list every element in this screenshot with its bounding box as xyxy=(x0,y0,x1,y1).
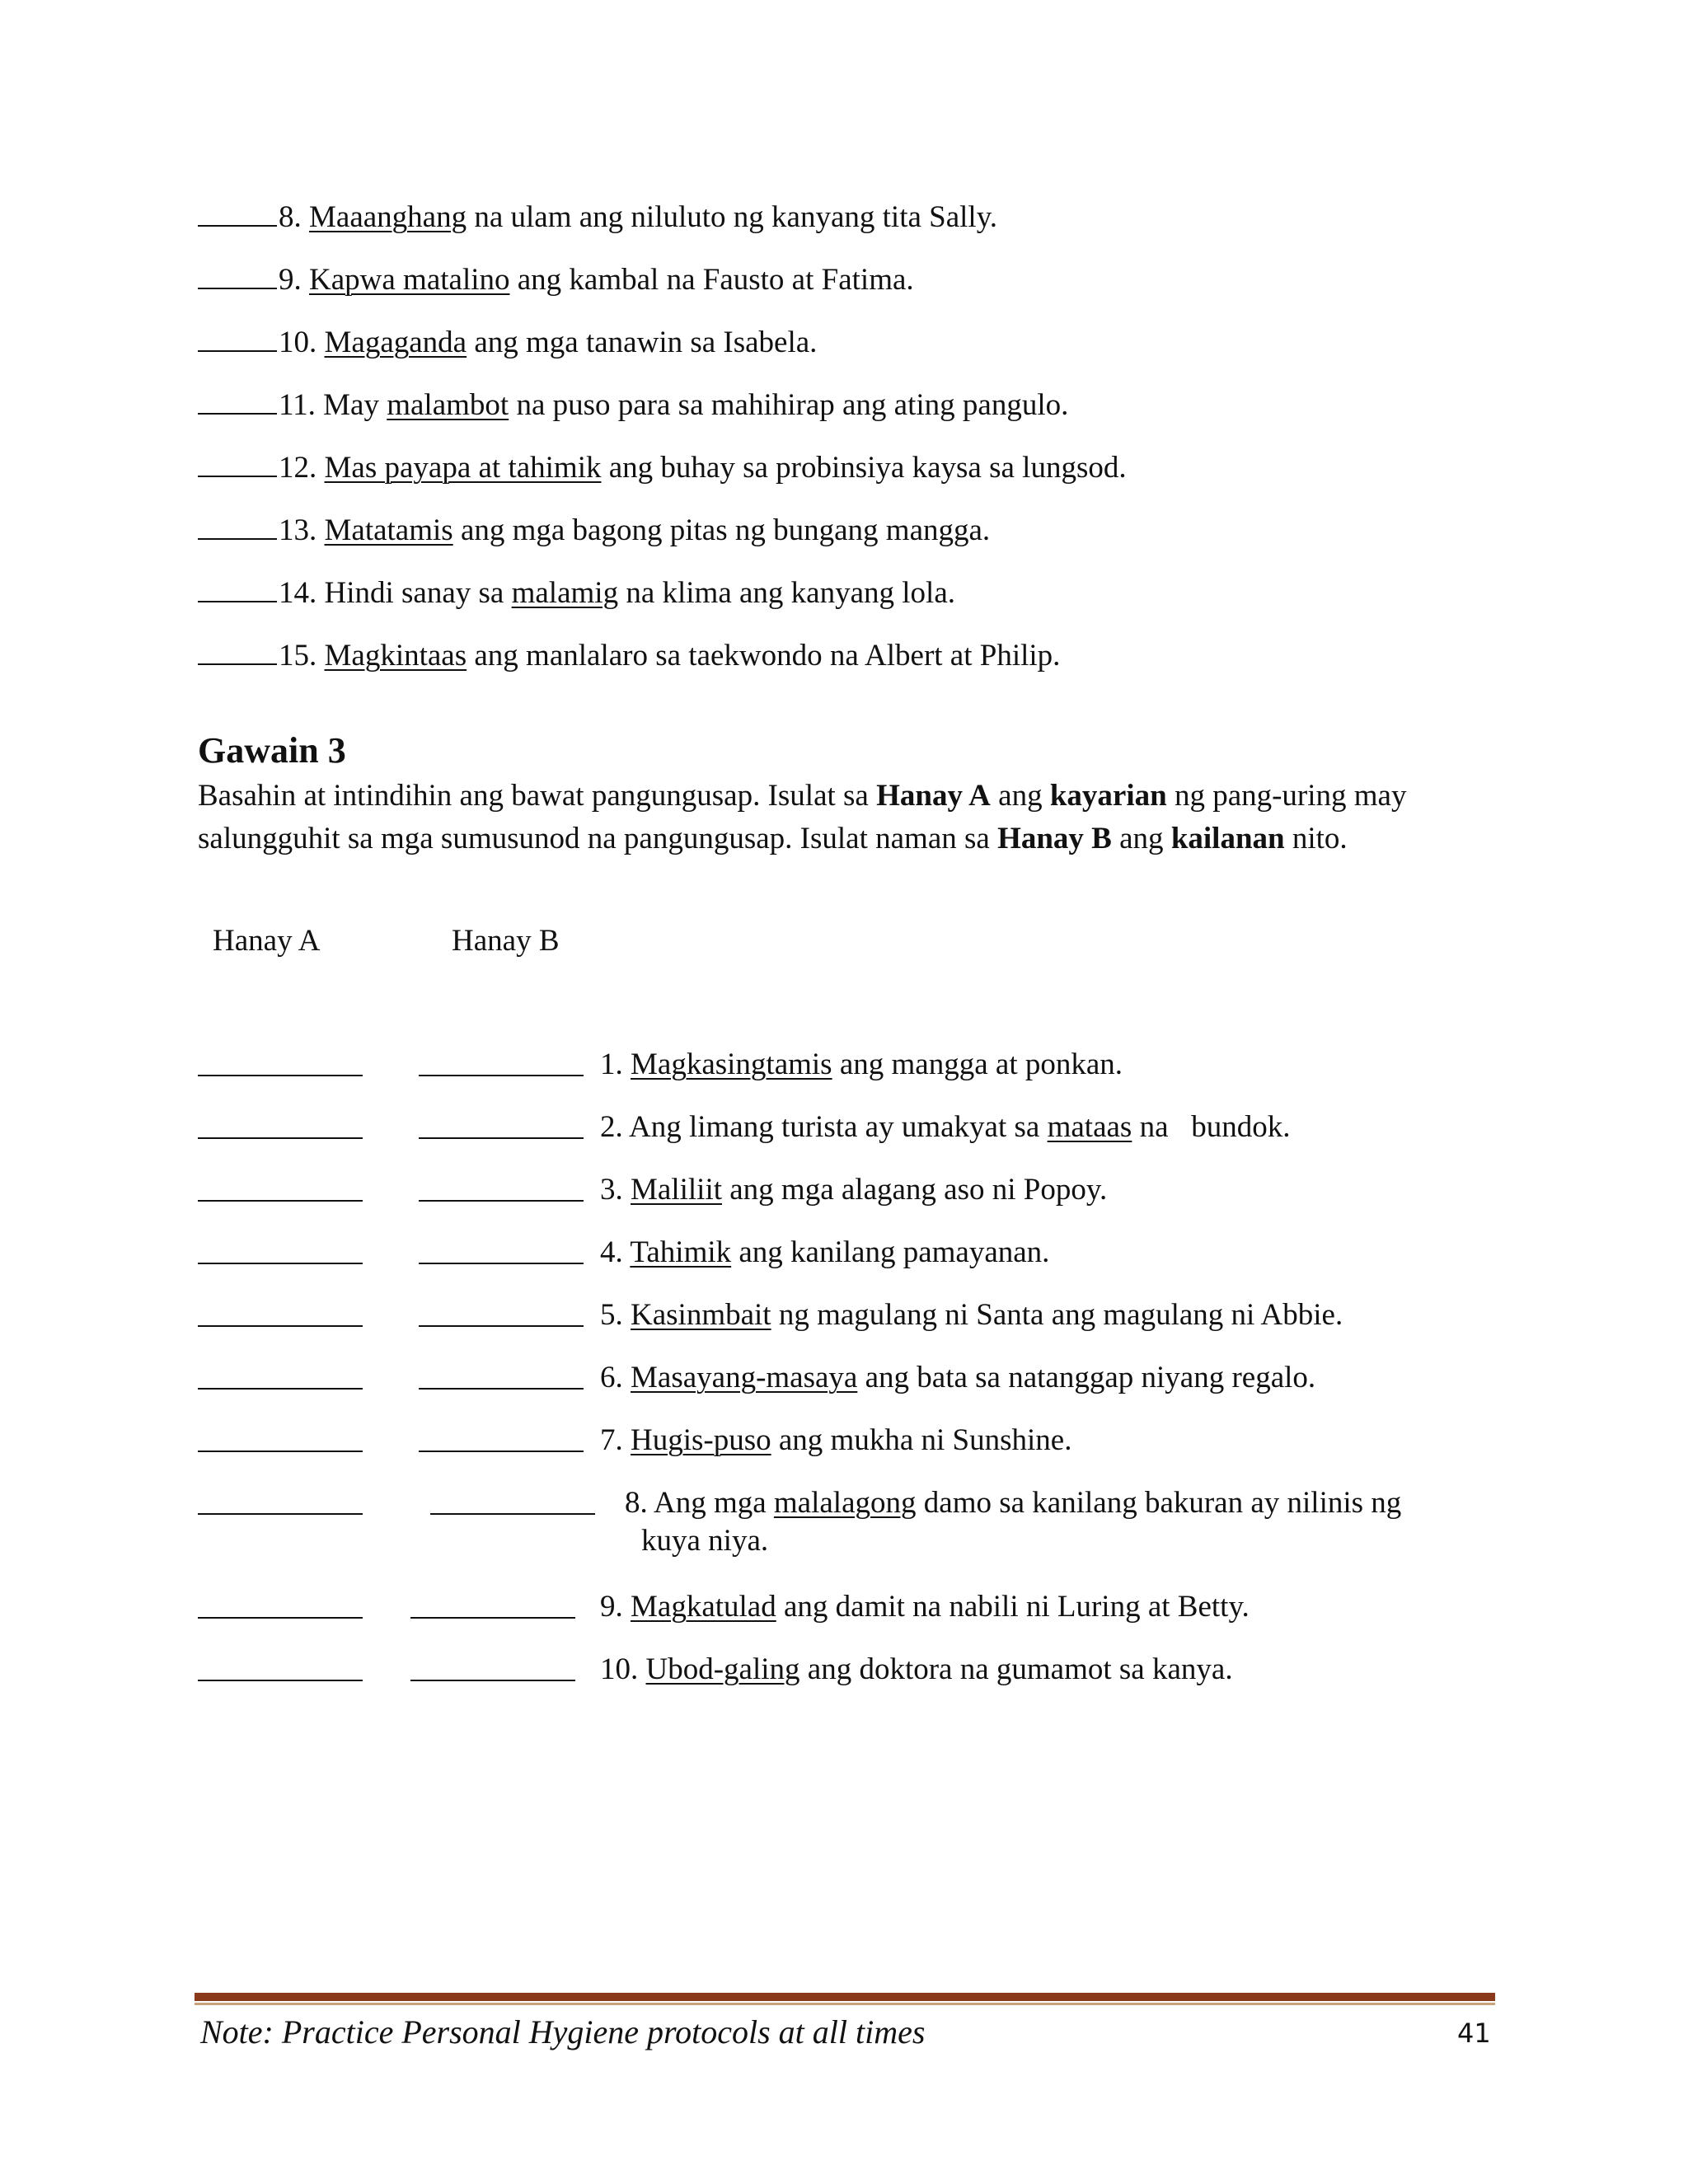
underlined-adjective: Matatamis xyxy=(324,513,453,547)
underlined-adjective: malalagong xyxy=(773,1486,917,1520)
underlined-adjective: mataas xyxy=(1047,1110,1132,1144)
table-row: 6. Masayang-masaya ang bata sa natanggap niyang regalo. xyxy=(0,1360,1688,1401)
hanay-a-blank[interactable] xyxy=(198,1617,363,1619)
underlined-adjective: Kasinmbait xyxy=(631,1298,771,1332)
list-item: 8. Maaanghang na ulam ang niluluto ng kanyang tita Sally. xyxy=(198,199,997,236)
answer-blank[interactable] xyxy=(198,350,277,352)
list-item: 13. Matatamis ang mga bagong pitas ng bungang mangga. xyxy=(198,513,990,549)
table-row: 7. Hugis-puso ang mukha ni Sunshine. xyxy=(0,1422,1688,1464)
table-row: 2. Ang limang turista ay umakyat sa mataas na bundok. xyxy=(0,1109,1688,1151)
hanay-b-blank[interactable] xyxy=(430,1513,595,1515)
page-number: 41 xyxy=(1457,2018,1491,2049)
footer-rule-accent xyxy=(195,2003,1495,2005)
hanay-b-blank[interactable] xyxy=(419,1451,584,1452)
column-header-hanay-a: Hanay A xyxy=(213,924,321,958)
list-item: 15. Magkintaas ang manlalaro sa taekwondo na Albert at Philip. xyxy=(198,638,1060,674)
table-row: 8. Ang mga malalagong damo sa kanilang bakuran ay nilinis ng kuya niya. xyxy=(0,1485,1688,1568)
underlined-adjective: Ubod-galing xyxy=(645,1652,800,1686)
instructions: Basahin at intindihin ang bawat pangungusap. Isulat sa Hanay A ang kayarian ng pang-uring may salungguhit sa mga sumusunod na pangungusap. Isulat naman sa Hanay B ang kailanan nito. xyxy=(198,779,1407,855)
answer-blank[interactable] xyxy=(198,225,277,227)
table-row: 5. Kasinmbait ng magulang ni Santa ang magulang ni Abbie. xyxy=(0,1297,1688,1338)
hanay-a-blank[interactable] xyxy=(198,1263,363,1264)
underlined-adjective: malambot xyxy=(387,388,509,422)
hanay-a-blank[interactable] xyxy=(198,1200,363,1202)
answer-blank[interactable] xyxy=(198,538,277,540)
answer-blank[interactable] xyxy=(198,601,277,602)
hanay-a-blank[interactable] xyxy=(198,1137,363,1139)
list-item: 12. Mas payapa at tahimik ang buhay sa probinsiya kaysa sa lungsod. xyxy=(198,450,1127,486)
hanay-b-blank[interactable] xyxy=(410,1617,575,1619)
continuation-text: kuya niya. xyxy=(641,1524,769,1558)
hanay-b-blank[interactable] xyxy=(419,1200,584,1202)
answer-blank[interactable] xyxy=(198,288,277,289)
table-row: 10. Ubod-galing ang doktora na gumamot sa kanya. xyxy=(0,1652,1688,1693)
answer-blank[interactable] xyxy=(198,413,277,415)
underlined-adjective: Hugis-puso xyxy=(631,1423,771,1457)
underlined-adjective: Magkintaas xyxy=(324,639,467,673)
underlined-adjective: Magkasingtamis xyxy=(631,1047,832,1081)
footer-rule xyxy=(195,1993,1495,2001)
underlined-adjective: malamig xyxy=(511,576,619,610)
list-item: 14. Hindi sanay sa malamig na klima ang kanyang lola. xyxy=(198,575,955,612)
table-row: 9. Magkatulad ang damit na nabili ni Luring at Betty. xyxy=(0,1589,1688,1630)
list-item: 10. Magaganda ang mga tanawin sa Isabela. xyxy=(198,325,817,361)
underlined-adjective: Maaanghang xyxy=(309,200,467,234)
list-item: 11. May malambot na puso para sa mahihirap ang ating pangulo. xyxy=(198,387,1068,424)
section-title: Gawain 3 xyxy=(198,730,346,771)
answer-blank[interactable] xyxy=(198,663,277,665)
underlined-adjective: Kapwa matalino xyxy=(309,263,510,297)
hanay-b-blank[interactable] xyxy=(419,1137,584,1139)
underlined-adjective: Maliliit xyxy=(631,1173,722,1207)
hanay-a-blank[interactable] xyxy=(198,1513,363,1515)
hanay-a-blank[interactable] xyxy=(198,1451,363,1452)
hanay-b-blank[interactable] xyxy=(410,1680,575,1681)
underlined-adjective: Masayang-masaya xyxy=(631,1361,858,1394)
underlined-adjective: Magaganda xyxy=(324,326,467,359)
hanay-b-blank[interactable] xyxy=(419,1325,584,1327)
hanay-a-blank[interactable] xyxy=(198,1325,363,1327)
list-item: 9. Kapwa matalino ang kambal na Fausto at Fatima. xyxy=(198,262,914,298)
underlined-adjective: Tahimik xyxy=(630,1235,732,1269)
hanay-a-blank[interactable] xyxy=(198,1075,363,1076)
hanay-b-blank[interactable] xyxy=(419,1388,584,1390)
hanay-a-blank[interactable] xyxy=(198,1680,363,1681)
table-row: 3. Maliliit ang mga alagang aso ni Popoy. xyxy=(0,1172,1688,1213)
table-row: 1. Magkasingtamis ang mangga at ponkan. xyxy=(0,1047,1688,1088)
answer-blank[interactable] xyxy=(198,476,277,477)
hanay-a-blank[interactable] xyxy=(198,1388,363,1390)
underlined-adjective: Mas payapa at tahimik xyxy=(324,451,602,485)
hanay-b-blank[interactable] xyxy=(419,1263,584,1264)
hanay-b-blank[interactable] xyxy=(419,1075,584,1076)
table-row: 4. Tahimik ang kanilang pamayanan. xyxy=(0,1235,1688,1276)
footer-note: Note: Practice Personal Hygiene protocols at all times xyxy=(200,2013,926,2050)
underlined-adjective: Magkatulad xyxy=(631,1590,776,1624)
column-header-hanay-b: Hanay B xyxy=(452,924,560,958)
